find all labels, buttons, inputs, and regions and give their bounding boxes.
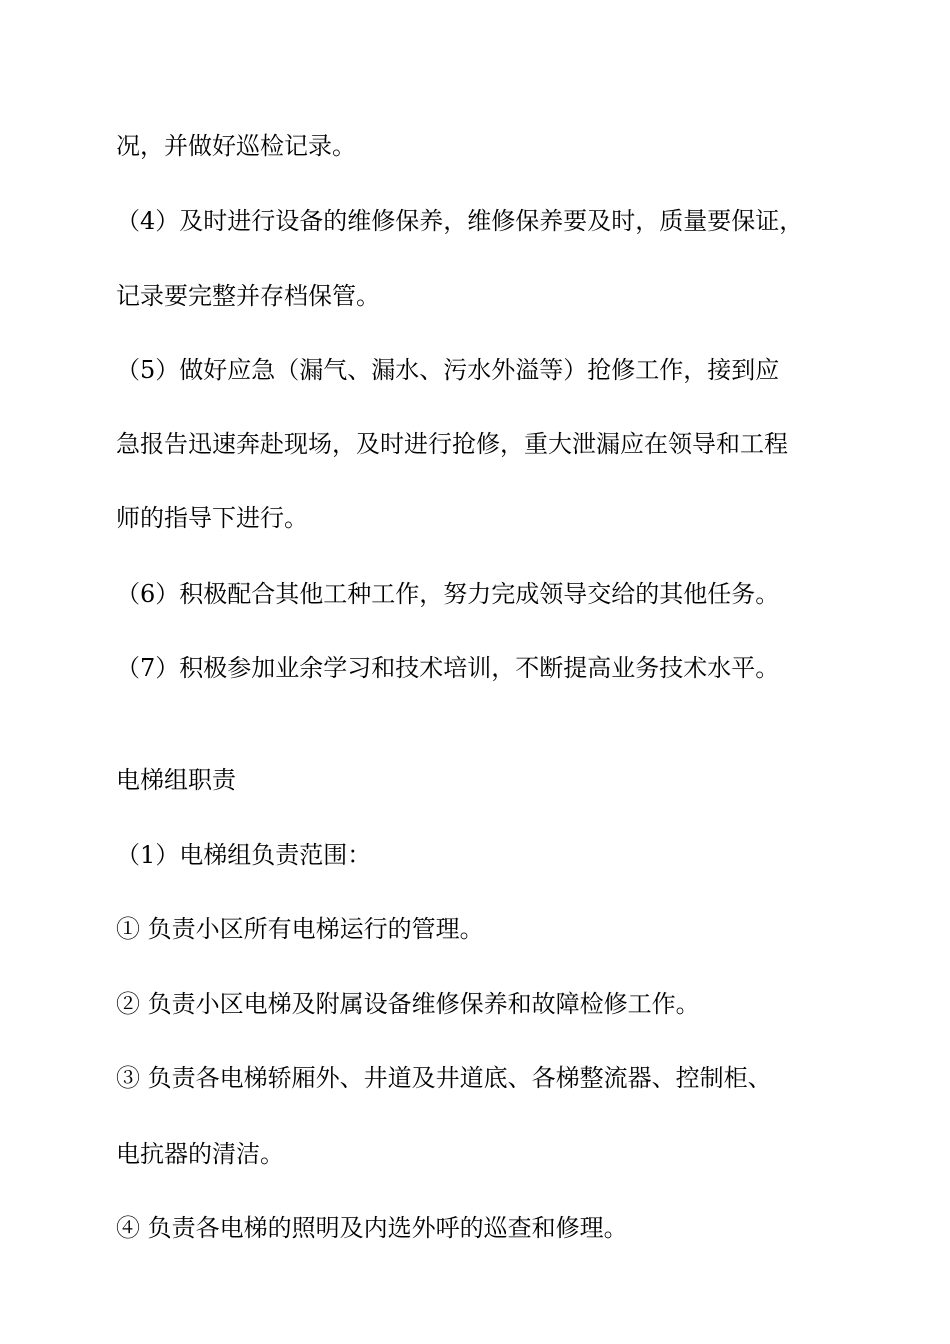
text-line-item-4: （4）及时进行设备的维修保养，维修保养要及时，质量要保证， [116,207,804,235]
text-line-item-6: （6）积极配合其他工种工作，努力完成领导交给的其他任务。 [116,580,780,608]
text-line-circled-3-cont: 电抗器的清洁。 [116,1140,284,1168]
text-line-circled-3: ③ 负责各电梯轿厢外、井道及井道底、各梯整流器、控制柜、 [116,1064,772,1092]
text-line-circled-4: ④ 负责各电梯的照明及内选外呼的巡查和修理。 [116,1214,628,1242]
text-line-circled-2: ② 负责小区电梯及附属设备维修保养和故障检修工作。 [116,990,700,1018]
text-line-circled-1: ① 负责小区所有电梯运行的管理。 [116,915,484,943]
section-heading: 电梯组职责 [116,766,236,794]
text-line-item-5-cont-2: 师的指导下进行。 [116,504,308,532]
text-line-item-5: （5）做好应急（漏气、漏水、污水外溢等）抢修工作，接到应 [116,356,780,384]
text-line-item-7: （7）积极参加业余学习和技术培训，不断提高业务技术水平。 [116,654,780,682]
text-line-scope: （1）电梯组负责范围： [116,841,372,869]
text-line-continuation: 况，并做好巡检记录。 [116,132,356,160]
text-line-item-5-cont-1: 急报告迅速奔赴现场，及时进行抢修，重大泄漏应在领导和工程 [116,430,788,458]
text-line-item-4-cont: 记录要完整并存档保管。 [116,282,380,310]
